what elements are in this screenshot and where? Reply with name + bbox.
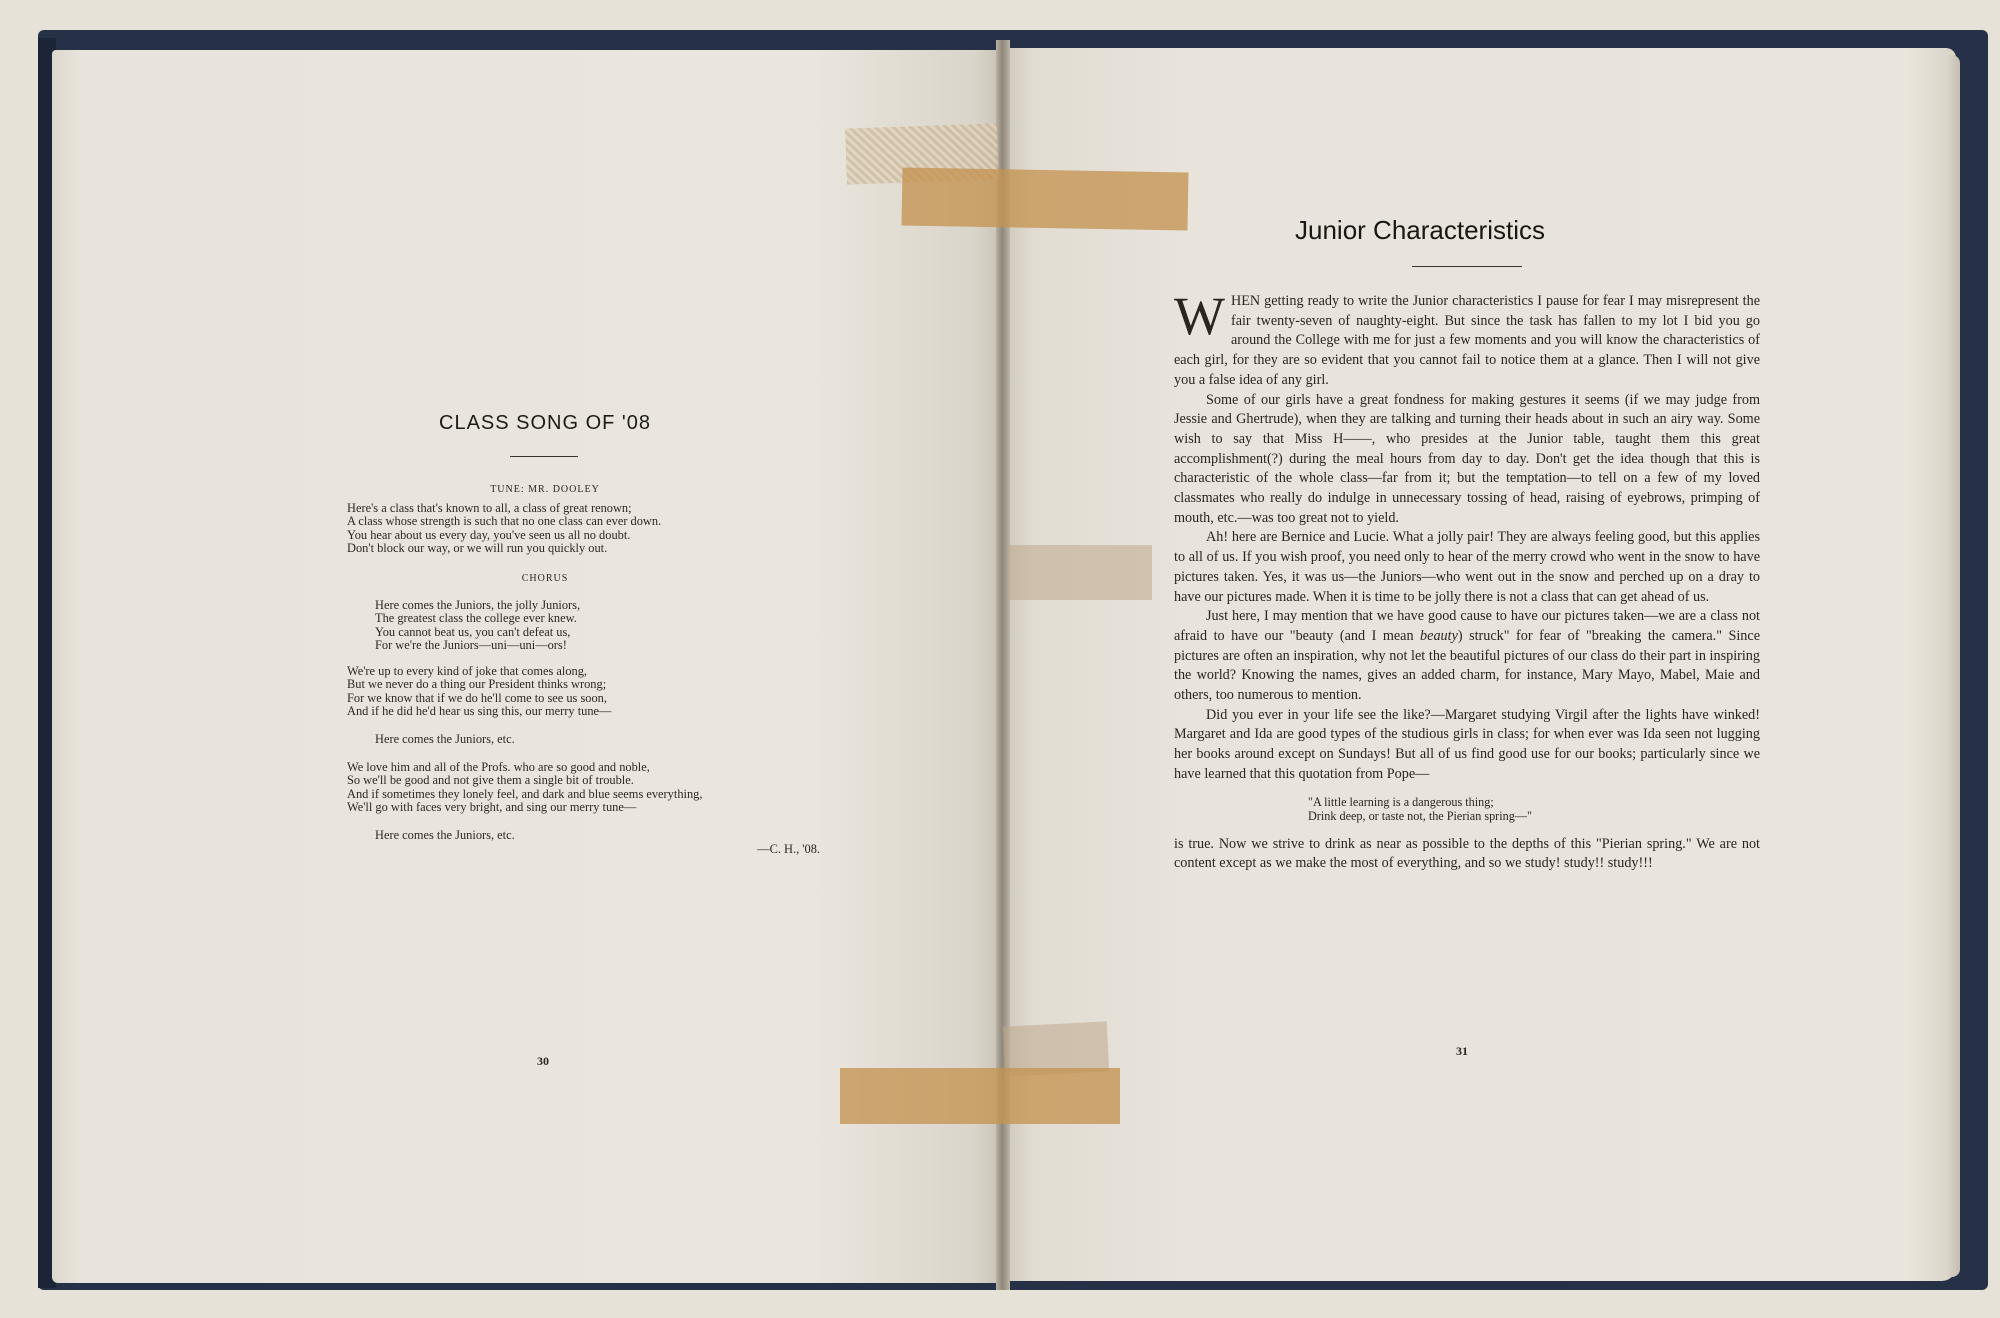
verse-line: And if sometimes they lonely feel, and dark and blue seems everything,	[347, 786, 703, 801]
chorus-line: The greatest class the college ever knew.	[375, 611, 577, 626]
quote-line: Drink deep, or taste not, the Pierian spring—"	[1308, 808, 1532, 823]
essay-paragraph-6: is true. Now we strive to drink as near as possible to the depths of this "Pierian spring." We are not content except as we make the most of everything, and so we study! study!! study!!!	[1174, 835, 1760, 872]
paragraph-text: HEN getting ready to write the Junior characteristics I pause for fear I may misrepresent the fair twenty-seven of naughty-eight. But since the task has fallen to my lot I bid you go around the College with me for just a few moments and you will know the characteristics of each girl, for they are so evident that you cannot fail to notice them at a glance. Then I will not give you a false idea of any girl.	[1174, 293, 1760, 388]
title-rule	[510, 456, 578, 457]
essay-paragraph-4	[1174, 607, 1760, 706]
quote-line: "A little learning is a dangerous thing;	[1308, 794, 1494, 809]
verse-1	[347, 502, 817, 556]
verse-line: We're up to every kind of joke that comes along,	[347, 664, 588, 678]
verse-line: And if he did he'd hear us sing this, our merry tune—	[347, 704, 612, 719]
paragraph-text: ) struck" for fear of "breaking the camera." Since pictures are often an inspiration, why not let the beautiful pictures of our class do their part in inspiring the world? Knowing the names, gives an added charm, for instance, Mary Mayo, Mabel, Maie and others, too numerous to mention.	[1174, 627, 1760, 704]
chorus-line: You cannot beat us, you can't defeat us,	[375, 624, 571, 639]
tape-top	[902, 168, 1189, 231]
essay-body	[1174, 286, 1760, 874]
refrain-2	[347, 829, 817, 842]
pope-quotation	[1174, 795, 1760, 823]
essay-paragraph-5: Did you ever in your life see the like?—Margaret studying Virgil after the lights have winked! Margaret and Ida are good types of the studious girls in class; for when ever was Ida seen not lugging her books around except on Sundays! But all of us find good use for our books; particularly since we have learned that this quotation from Pope—	[1174, 706, 1760, 782]
chorus-line: Here comes the Juniors, the jolly Juniors,	[375, 598, 581, 612]
essay-paragraph-1	[1174, 286, 1760, 391]
essay-title: Junior Characteristics	[1295, 215, 1545, 245]
refrain-line: Here comes the Juniors, etc.	[375, 828, 515, 842]
refrain-1	[347, 733, 817, 746]
verse-line: For we know that if we do he'll come to see us soon,	[347, 690, 607, 705]
emphasis-text: beauty	[1420, 627, 1458, 644]
drop-cap: W	[1174, 286, 1225, 346]
verse-line: Don't block our way, or we will run you quickly out.	[347, 541, 608, 556]
verse-3	[347, 761, 817, 815]
tape-middle	[1008, 545, 1152, 600]
page-number-right: 31	[1456, 1044, 1468, 1058]
song-signature: —C. H., '08.	[757, 842, 820, 856]
verse-line: You hear about us every day, you've seen us all no doubt.	[347, 527, 631, 542]
verse-line: So we'll be good and not give them a single bit of trouble.	[347, 773, 634, 788]
verse-line: We'll go with faces very bright, and sing our merry tune—	[347, 800, 637, 815]
chorus-label: CHORUS	[521, 573, 569, 584]
verse-2	[347, 665, 817, 719]
song-tune: TUNE: MR. DOOLEY	[490, 484, 600, 495]
verse-line: A class whose strength is such that no one class can ever down.	[347, 514, 662, 529]
paragraph-text: Just here, I may mention that we have good cause to have our pictures taken—we are a class not afraid to have our "beauty (and I mean	[1174, 608, 1760, 644]
chorus-line: For we're the Juniors—uni—uni—ors!	[375, 638, 567, 653]
page-number-left: 30	[537, 1054, 549, 1068]
essay-paragraph-2: Some of our girls have a great fondness for making gestures it seems (if we may judge from Jessie and Ghertrude), when they are talking and turning their heads about in such an airy way. Some wish to say that Miss H——, who presides at the Junior table, taught them this great accomplishment(?) during the meal hours from day to day. Don't get the idea though that this is characteristic of the whole class—far from it; but the temptation—to tell on a few of my loved classmates who really do indulge in unnecessary tossing of head, raising of eyebrows, primping of mouth, etc.—was too great not to yield.	[1174, 391, 1760, 526]
chorus	[347, 599, 817, 653]
verse-line: Here's a class that's known to all, a class of great renown;	[347, 501, 632, 515]
verse-line: But we never do a thing our President thinks wrong;	[347, 677, 607, 692]
refrain-line: Here comes the Juniors, etc.	[375, 732, 515, 746]
tape-bottom	[840, 1068, 1120, 1124]
essay-title-rule	[1412, 266, 1522, 267]
page-stack-edge	[1948, 55, 1960, 1277]
essay-paragraph-3: Ah! here are Bernice and Lucie. What a jolly pair! They are always feeling good, but this applies to all of us. If you wish proof, you need only to hear of the merry crowd who went in the snow to have pictures taken. Yes, it was us—the Juniors—who went out in the snow and perched up on a dray to have our pictures made. When it is time to be jolly there is not a class that can get ahead of us.	[1174, 529, 1760, 605]
song-title: CLASS SONG OF '08	[439, 412, 651, 434]
verse-line: We love him and all of the Profs. who are so good and noble,	[347, 760, 650, 774]
